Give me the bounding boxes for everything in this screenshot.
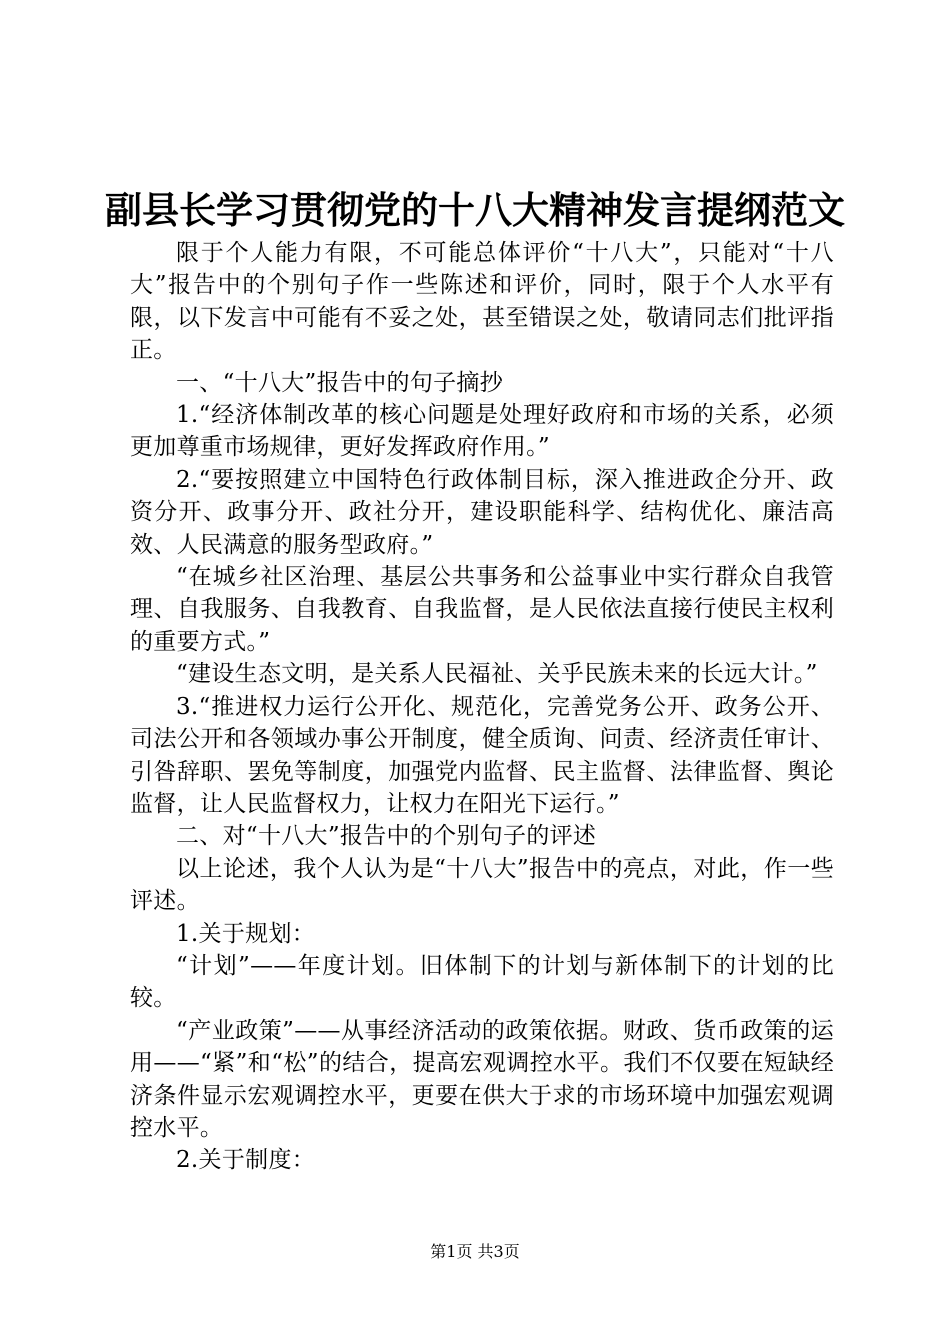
subheading-planning: 1.关于规划： (176, 920, 316, 947)
intro-paragraph: 限于个人能力有限，不可能总体评价“十八大”，只能对“十八大”报告中的个别句子作一些陈述和评价，同时，限于个人水平有限，以下发言中可能有不妥之处，甚至错误之处，敬请同志们批评指正。 (130, 240, 834, 364)
section-heading-2: 二、对“十八大”报告中的个别句子的评述 (176, 823, 597, 850)
quote-paragraph-4: “建设生态文明，是关系人民福祉、关乎民族未来的长远大计。” (176, 661, 818, 688)
planning-paragraph-2: “产业政策”——从事经济活动的政策依据。财政、货币政策的运用——“紧”和“松”的结合，提高宏观调控水平。我们不仅要在短缺经济条件显示宏观调控水平，更要在供大于求的市场环境中加强宏观调控水平。 (130, 1017, 834, 1141)
document-body (130, 237, 834, 1177)
quote-paragraph-5: 3.“推进权力运行公开化、规范化，完善党务公开、政务公开、司法公开和各领域办事公开制度，健全质询、问责、经济责任审计、引咎辞职、罢免等制度，加强党内监督、民主监督、法律监督、舆论监督，让人民监督权力，让权力在阳光下运行。” (130, 693, 834, 817)
quote-paragraph-3: “在城乡社区治理、基层公共事务和公益事业中实行群众自我管理、自我服务、自我教育、自我监督，是人民依法直接行使民主权利的重要方式。” (130, 564, 834, 655)
section-heading-1: 一、“十八大”报告中的句子摘抄 (176, 369, 504, 396)
subheading-system: 2.关于制度： (176, 1147, 316, 1174)
quote-paragraph-1: 1.“经济体制改革的核心问题是处理好政府和市场的关系，必须更加尊重市场规律，更好发挥政府作用。” (130, 402, 834, 461)
commentary-paragraph: 以上论述，我个人认为是“十八大”报告中的亮点，对此，作一些评述。 (130, 855, 834, 915)
quote-paragraph-2: 2.“要按照建立中国特色行政体制目标，深入推进政企分开、政资分开、政事分开、政社分开，建设职能科学、结构优化、廉洁高效、人民满意的服务型政府。” (130, 466, 834, 558)
document-title: 副县长学习贯彻党的十八大精神发言提纲范文 (105, 188, 845, 232)
page-footer: 第1页 共3页 (430, 1242, 520, 1261)
planning-paragraph-1: “计划”——年度计划。旧体制下的计划与新体制下的计划的比较。 (130, 952, 834, 1012)
